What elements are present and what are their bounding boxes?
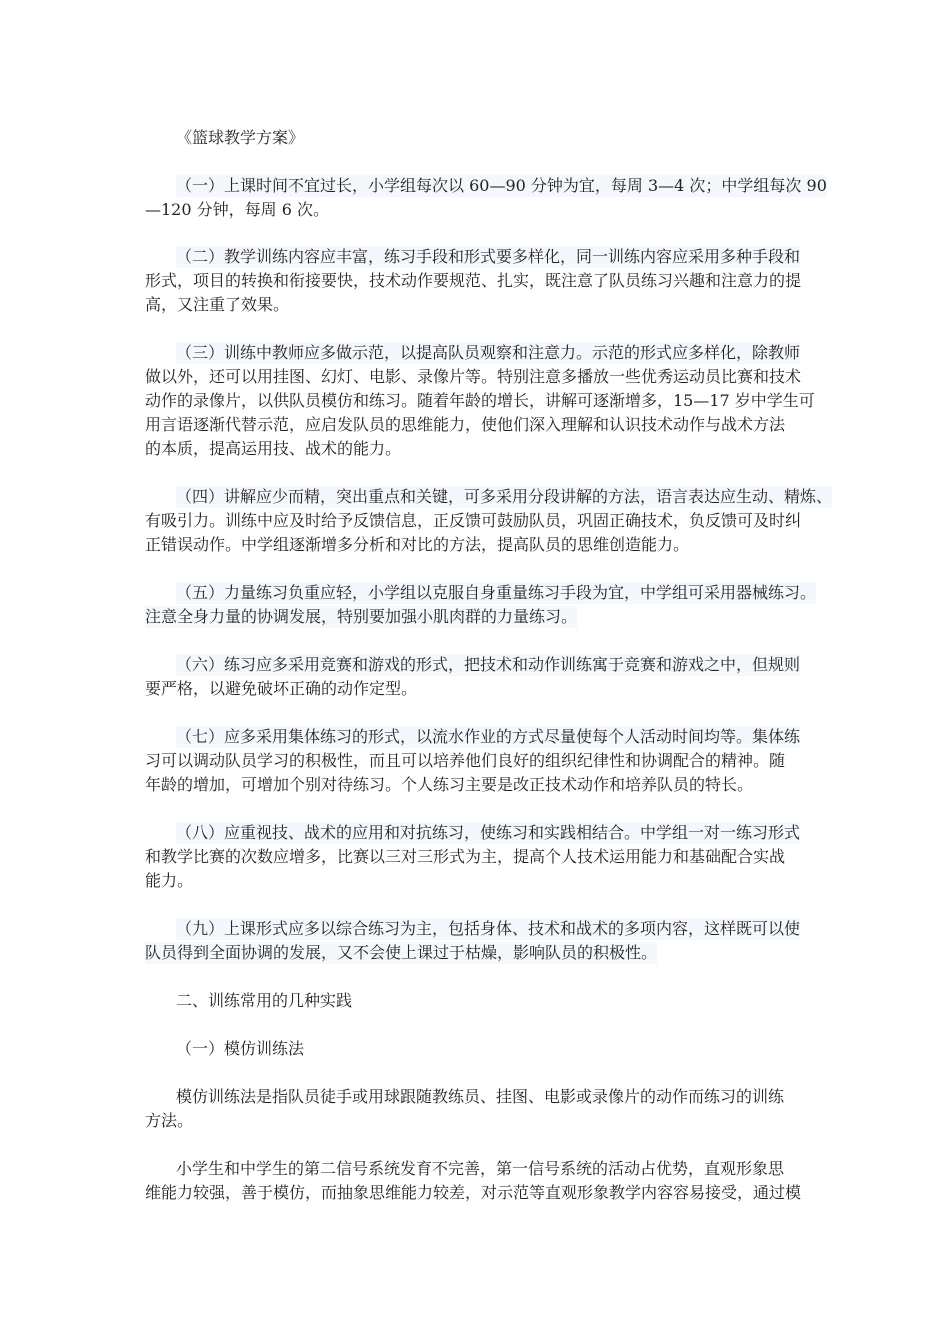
paragraph-line: 形式，项目的转换和衔接要快，技术动作要规范、扎实，既注意了队员练习兴趣和注意力的提 [145, 271, 802, 290]
paragraph-line: 习可以调动队员学习的积极性，而且可以培养他们良好的组织纪律性和协调配合的精神。随 [145, 751, 786, 770]
section-heading: 二、训练常用的几种实践 [176, 991, 353, 1010]
paragraph-line: （四）讲解应少而精，突出重点和关键，可多采用分段讲解的方法，语言表达应生动、精炼、 [176, 487, 833, 506]
paragraph-line: （一）上课时间不宜过长，小学组每次以 60—90 分钟为宜，每周 3—4 次；中学组每次 90 [176, 176, 827, 195]
paragraph-line: （五）力量练习负重应轻，小学组以克服自身重量练习手段为宜，中学组可采用器械练习。 [176, 583, 817, 602]
paragraph-line: 有吸引力。训练中应及时给予反馈信息，正反馈可鼓励队员，巩固正确技术，负反馈可及时纠 [145, 511, 802, 530]
paragraph-line: （六）练习应多采用竞赛和游戏的形式，把技术和动作训练寓于竞赛和游戏之中，但规则 [176, 655, 801, 674]
paragraph-line: —120 分钟，每周 6 次。 [145, 200, 329, 219]
paragraph-line: 用言语逐渐代替示范，应启发队员的思维能力，使他们深入理解和认识技术动作与战术方法 [145, 415, 786, 434]
paragraph-line: 的本质，提高运用技、战术的能力。 [145, 439, 402, 458]
paragraph-line: 要严格，以避免破坏正确的动作定型。 [145, 679, 418, 698]
paragraph-line: 和教学比赛的次数应增多，比赛以三对三形式为主，提高个人技术运用能力和基础配合实战 [145, 847, 786, 866]
paragraph-line: 动作的录像片，以供队员模仿和练习。随着年龄的增长，讲解可逐渐增多，15—17 岁中学生可 [145, 391, 815, 410]
paragraph-line: （八）应重视技、战术的应用和对抗练习，使练习和实践相结合。中学组一对一练习形式 [176, 823, 801, 842]
subsection-heading: （一）模仿训练法 [176, 1039, 305, 1058]
paragraph-line: 维能力较强，善于模仿，而抽象思维能力较差，对示范等直观形象教学内容容易接受，通过模 [145, 1183, 802, 1202]
paragraph-line: （二）教学训练内容应丰富，练习手段和形式要多样化，同一训练内容应采用多种手段和 [176, 247, 801, 266]
paragraph-line: 注意全身力量的协调发展，特别要加强小肌肉群的力量练习。 [145, 607, 578, 626]
paragraph-line: （三）训练中教师应多做示范，以提高队员观察和注意力。示范的形式应多样化，除教师 [176, 343, 801, 362]
paragraph-line: 正错误动作。中学组逐渐增多分析和对比的方法，提高队员的思维创造能力。 [145, 535, 690, 554]
paragraph-line: 做以外，还可以用挂图、幻灯、电影、录像片等。特别注意多播放一些优秀运动员比赛和技术 [145, 367, 802, 386]
paragraph-line: （九）上课形式应多以综合练习为主，包括身体、技术和战术的多项内容，这样既可以使 [176, 919, 801, 938]
paragraph-line: 队员得到全面协调的发展，又不会使上课过于枯燥，影响队员的积极性。 [145, 943, 658, 962]
paragraph-line: 小学生和中学生的第二信号系统发育不完善，第一信号系统的活动占优势，直观形象思 [176, 1159, 785, 1178]
paragraph-line: 模仿训练法是指队员徒手或用球跟随教练员、挂图、电影或录像片的动作而练习的训练 [176, 1087, 785, 1106]
paragraph-line: 能力。 [145, 871, 194, 890]
document-title: 《篮球教学方案》 [176, 128, 305, 147]
paragraph-line: 年龄的增加，可增加个别对待练习。个人练习主要是改正技术动作和培养队员的特长。 [145, 775, 754, 794]
paragraph-line: 方法。 [145, 1111, 194, 1130]
paragraph-line: 高，又注重了效果。 [145, 295, 290, 314]
paragraph-line: （七）应多采用集体练习的形式，以流水作业的方式尽量使每个人活动时间均等。集体练 [176, 727, 801, 746]
